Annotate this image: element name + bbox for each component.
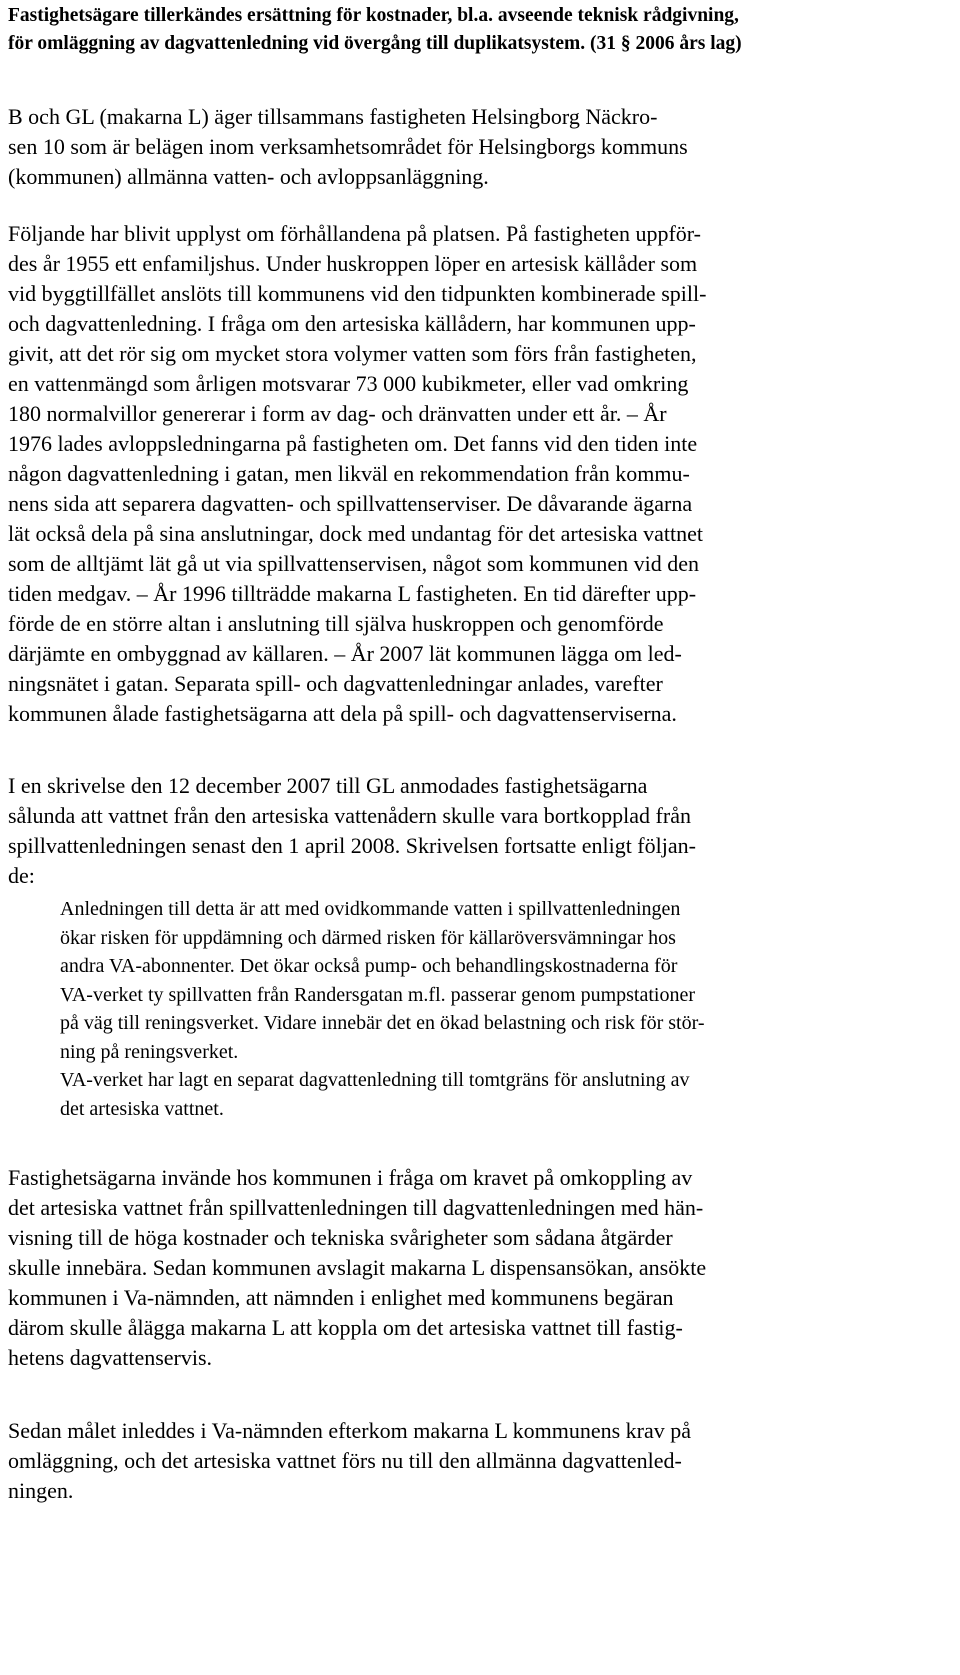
text-line: B och GL (makarna L) äger tillsammans fastigheten Helsingborg Näckro- xyxy=(8,104,658,129)
statute-reference: (31 § 2006 års lag) xyxy=(590,33,742,54)
text-line: visning till de höga kostnader och tekniska svårigheter som sådana åtgärder xyxy=(8,1225,673,1250)
text-line: tiden medgav. – År 1996 tillträdde makarna L fastigheten. En tid därefter upp- xyxy=(8,581,697,606)
text-line: nens sida att separera dagvatten- och spillvattenserviser. De dåvarande ägarna xyxy=(8,491,693,516)
heading-line xyxy=(8,30,900,58)
text-line: hetens dagvattenservis. xyxy=(8,1345,213,1370)
text-line: Sedan målet inleddes i Va-nämnden efterkom makarna L kommunens krav på xyxy=(8,1418,692,1443)
text-line: därjämte en ombyggnad av källaren. – År 2007 lät kommunen lägga om led- xyxy=(8,641,682,666)
quote-line: andra VA-abonnenter. Det ökar också pump- och behandlingskostnaderna för xyxy=(60,955,678,977)
text-line: därom skulle ålägga makarna L att koppla om det artesiska vattnet till fastig- xyxy=(8,1315,683,1340)
text-line: sålunda att vattnet från den artesiska vattenådern skulle vara bortkopplad från xyxy=(8,803,691,828)
text-line: 1976 lades avloppsledningarna på fastigheten om. Det fanns vid den tiden inte xyxy=(8,431,698,456)
text-line: Fastighetsägarna invände hos kommunen i fråga om kravet på omkoppling av xyxy=(8,1165,693,1190)
quote-line: VA-verket ty spillvatten från Randersgatan m.fl. passerar genom pumpstationer xyxy=(60,983,696,1006)
text-line: ningsnätet i gatan. Separata spill- och dagvattenledningar anlades, varefter xyxy=(8,671,663,696)
text-line: 180 normalvillor genererar i form av dag- och dränvatten under ett år. – År xyxy=(8,401,667,426)
paragraph-objection xyxy=(8,1163,900,1373)
quote-line: det artesiska vattnet. xyxy=(60,1097,224,1120)
text-line: (kommunen) allmänna vatten- och avloppsanläggning. xyxy=(8,164,489,189)
quote-line: VA-verket har lagt en separat dagvattenledning till tomtgräns för anslutning av xyxy=(60,1069,690,1091)
text-line: förde de en större altan i anslutning till själva huskroppen och genomförde xyxy=(8,611,664,636)
text-line: givit, att det rör sig om mycket stora volymer vatten som förs från fastigheten, xyxy=(8,341,697,366)
text-line: vid byggtillfället anslöts till kommunens vid den tidpunkten kombinerade spill- xyxy=(8,281,707,306)
text-line: en vattenmängd som årligen motsvarar 73 000 kubikmeter, eller vad omkring xyxy=(8,371,689,396)
text-line: ningen. xyxy=(8,1478,74,1503)
paragraph-letter xyxy=(8,771,900,891)
heading-text: för omläggning av dagvattenledning vid övergång till duplikatsystem. xyxy=(8,33,586,54)
text-line: kommunen ålade fastighetsägarna att dela på spill- och dagvattenserviserna. xyxy=(8,701,677,726)
quote-line: ning på reningsverket. xyxy=(60,1040,239,1063)
text-line: Följande har blivit upplyst om förhållandena på platsen. På fastigheten uppför- xyxy=(8,221,701,246)
text-line: spillvattenledningen senast den 1 april 2008. Skrivelsen fortsatte enligt följan- xyxy=(8,833,696,858)
text-line: kommunen i Va-nämnden, att nämnden i enlighet med kommunens begäran xyxy=(8,1285,674,1310)
text-line: någon dagvattenledning i gatan, men likväl en rekommendation från kommu- xyxy=(8,461,690,486)
paragraph-background xyxy=(8,219,900,729)
text-line: des år 1955 ett enfamiljshus. Under huskroppen löper en artesisk källåder som xyxy=(8,251,698,276)
case-heading xyxy=(8,0,900,58)
paragraph-property-owners xyxy=(8,102,900,192)
text-line: lät också dela på sina anslutningar, dock med undantag för det artesiska vattnet xyxy=(8,521,703,546)
quote-line: på väg till reningsverket. Vidare innebär det en ökad belastning och risk för stör- xyxy=(60,1012,705,1034)
text-line: I en skrivelse den 12 december 2007 till GL anmodades fastighetsägarna xyxy=(8,773,648,798)
text-line: de: xyxy=(8,863,35,888)
text-line: det artesiska vattnet från spillvattenledningen till dagvattenledningen med hän- xyxy=(8,1195,704,1220)
text-line: sen 10 som är belägen inom verksamhetsområdet för Helsingborgs kommuns xyxy=(8,134,688,159)
text-line: och dagvattenledning. I fråga om den artesiska källådern, har kommunen upp- xyxy=(8,311,696,336)
text-line: som de alltjämt lät gå ut via spillvattenservisen, något som kommunen vid den xyxy=(8,551,700,576)
paragraph-outcome xyxy=(8,1416,900,1506)
quote-line: ökar risken för uppdämning och därmed risken för källaröversvämningar hos xyxy=(60,926,676,949)
text-line: omläggning, och det artesiska vattnet förs nu till den allmänna dagvattenled- xyxy=(8,1448,682,1473)
block-quote xyxy=(8,895,900,1123)
quote-line: Anledningen till detta är att med ovidkommande vatten i spillvattenledningen xyxy=(60,898,681,920)
text-line: skulle innebära. Sedan kommunen avslagit makarna L dispensansökan, ansökte xyxy=(8,1255,707,1280)
heading-line: Fastighetsägare tillerkändes ersättning för kostnader, bl.a. avseende teknisk rådgivning, xyxy=(8,5,739,26)
